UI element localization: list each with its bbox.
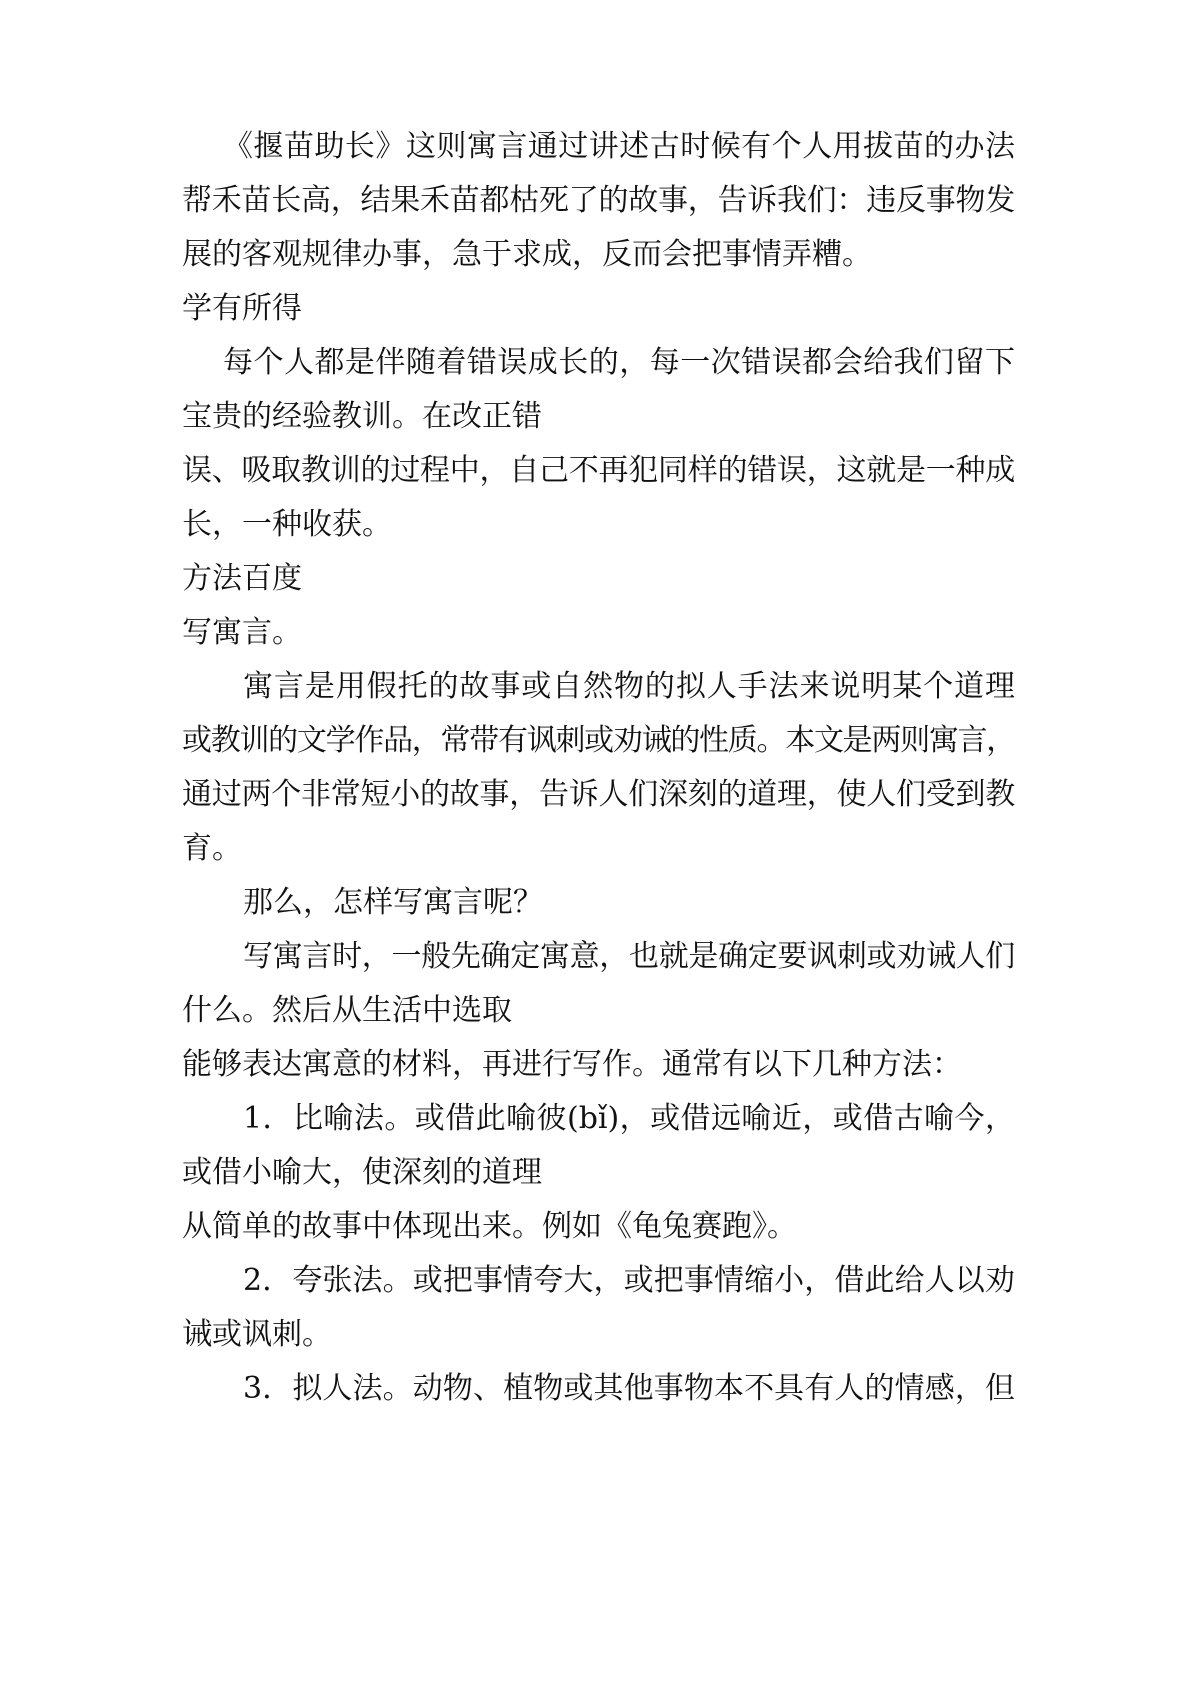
list-item: 2．夸张法。或把事情夸大，或把事情缩小，借此给人以劝 (243, 1263, 1015, 1298)
paragraph-line: 或借小喻大，使深刻的道理 (182, 1155, 542, 1190)
list-item: 1．比喻法。或借此喻彼(bǐ)，或借远喻近，或借古喻今， (243, 1101, 1015, 1136)
paragraph-line: 帮禾苗长高，结果禾苗都枯死了的故事，告诉我们：违反事物发 (182, 183, 1015, 218)
list-item: 3．拟人法。动物、植物或其他事物本不具有人的情感，但 (243, 1371, 1015, 1406)
paragraph-line: 或教训的文学作品，常带有讽刺或劝诫的性质。本文是两则寓言， (182, 723, 1015, 758)
paragraph-line: 写寓言时，一般先确定寓意，也就是确定要讽刺或劝诫人们 (243, 939, 1015, 974)
paragraph-line: 从简单的故事中体现出来。例如《龟兔赛跑》。 (182, 1209, 797, 1244)
paragraph-line: 《揠苗助长》这则寓言通过讲述古时候有个人用拔苗的办法 (223, 129, 1015, 164)
paragraph-line: 通过两个非常短小的故事，告诉人们深刻的道理，使人们受到教 (182, 777, 1015, 812)
paragraph-line: 误、吸取教训的过程中，自己不再犯同样的错误，这就是一种成 (182, 453, 1015, 488)
paragraph-line: 展的客观规律办事，急于求成，反而会把事情弄糟。 (182, 237, 872, 272)
paragraph-line: 什么。然后从生活中选取 (182, 993, 512, 1028)
paragraph-line: 能够表达寓意的材料，再进行写作。通常有以下几种方法： (182, 1047, 962, 1082)
paragraph-line: 那么，怎样写寓言呢？ (243, 885, 543, 920)
paragraph-line: 育。 (182, 831, 242, 866)
paragraph-line: 寓言是用假托的故事或自然物的拟人手法来说明某个道理 (243, 669, 1015, 704)
section-subheading: 写寓言。 (182, 615, 302, 650)
paragraph-line: 诫或讽刺。 (182, 1317, 332, 1352)
paragraph-line: 每个人都是伴随着错误成长的，每一次错误都会给我们留下 (223, 345, 1015, 380)
section-heading: 学有所得 (182, 291, 302, 326)
paragraph-line: 长，一种收获。 (182, 507, 392, 542)
section-heading: 方法百度 (182, 561, 302, 596)
paragraph-line: 宝贵的经验教训。在改正错 (182, 399, 542, 434)
